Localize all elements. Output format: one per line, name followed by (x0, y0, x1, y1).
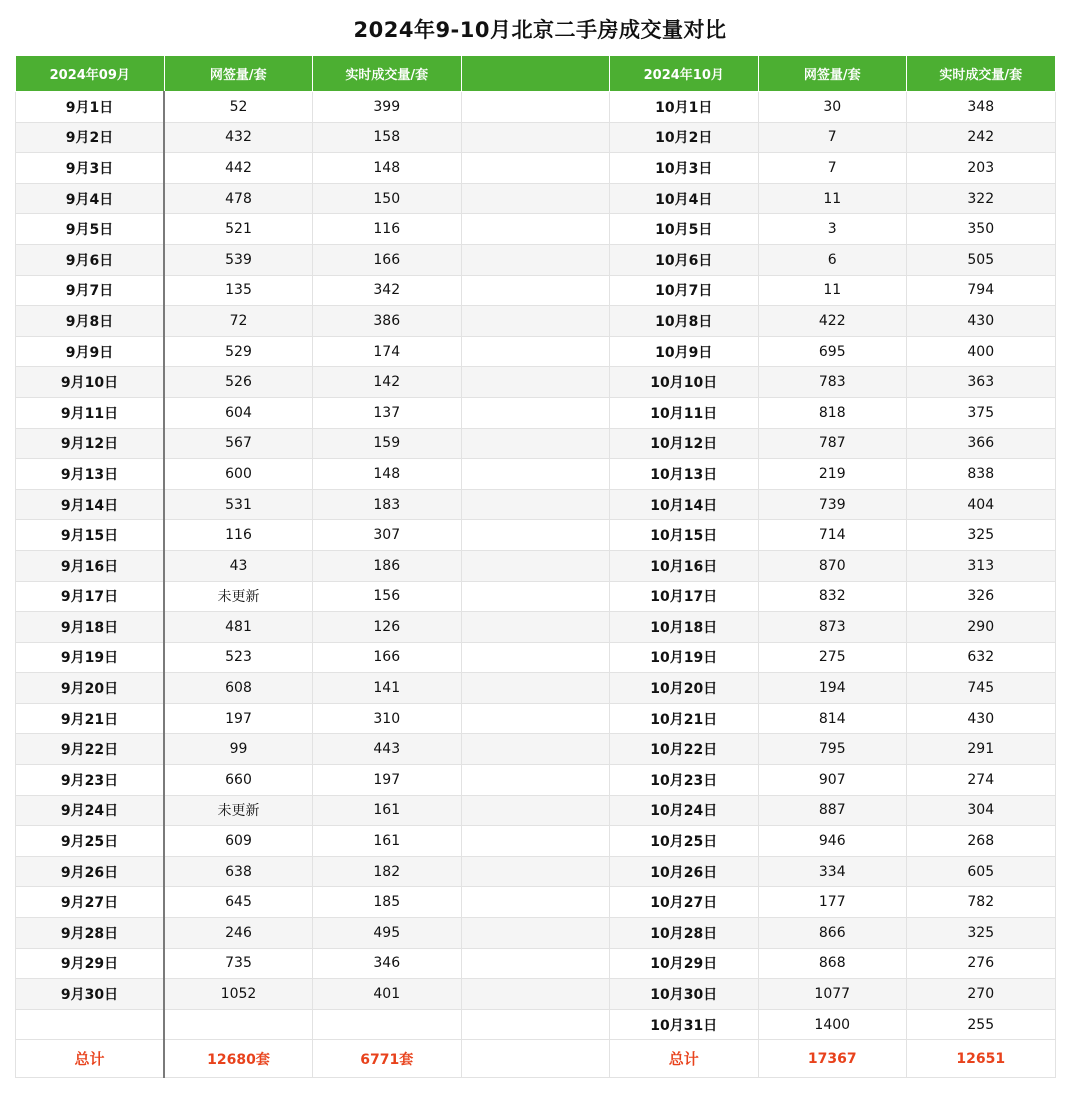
sep-date-cell: 9月7日 (16, 275, 165, 306)
sep-realtime-cell: 186 (313, 550, 462, 581)
header-cell-sep-signed: 网签量/套 (164, 56, 313, 92)
table-row (16, 856, 1056, 887)
sep-signed-cell: 478 (164, 183, 313, 214)
table-row (16, 489, 1056, 520)
oct-realtime-cell: 322 (907, 183, 1056, 214)
oct-date-cell: 10月24日 (610, 795, 759, 826)
header-cell-sep-month: 2024年09月 (16, 56, 165, 92)
spacer-cell (461, 428, 610, 459)
oct-date-cell: 10月20日 (610, 673, 759, 704)
sep-signed-cell: 197 (164, 703, 313, 734)
oct-realtime-cell: 304 (907, 795, 1056, 826)
sep-signed-cell: 52 (164, 92, 313, 123)
oct-date-cell: 10月3日 (610, 153, 759, 184)
table-row (16, 306, 1056, 337)
table-row (16, 1009, 1056, 1040)
oct-realtime-cell: 290 (907, 612, 1056, 643)
totals-row (16, 1040, 1056, 1078)
sep-signed-cell: 660 (164, 765, 313, 796)
oct-signed-cell: 11 (758, 183, 907, 214)
oct-date-cell: 10月5日 (610, 214, 759, 245)
spacer-cell (461, 673, 610, 704)
sep-signed-cell: 600 (164, 459, 313, 490)
oct-signed-cell: 275 (758, 642, 907, 673)
spacer-cell (461, 856, 610, 887)
table-row (16, 612, 1056, 643)
sep-realtime-cell: 148 (313, 153, 462, 184)
oct-date-cell: 10月16日 (610, 550, 759, 581)
oct-date-cell: 10月22日 (610, 734, 759, 765)
sep-date-cell: 9月25日 (16, 826, 165, 857)
table-row (16, 153, 1056, 184)
sep-signed-cell: 116 (164, 520, 313, 551)
oct-date-cell: 10月11日 (610, 397, 759, 428)
oct-signed-cell: 194 (758, 673, 907, 704)
oct-signed-cell: 946 (758, 826, 907, 857)
spacer-cell (461, 642, 610, 673)
oct-realtime-cell: 242 (907, 122, 1056, 153)
sep-realtime-cell: 159 (313, 428, 462, 459)
sep-realtime-cell: 156 (313, 581, 462, 612)
sep-signed-cell: 246 (164, 918, 313, 949)
page-title: 2024年9-10月北京二手房成交量对比 (353, 18, 727, 42)
oct-signed-cell: 832 (758, 581, 907, 612)
oct-signed-cell: 695 (758, 336, 907, 367)
oct-date-cell: 10月26日 (610, 856, 759, 887)
oct-date-cell: 10月9日 (610, 336, 759, 367)
spacer-cell (461, 765, 610, 796)
spacer-cell (461, 581, 610, 612)
header-cell-oct-realtime: 实时成交量/套 (907, 56, 1056, 92)
oct-signed-cell: 787 (758, 428, 907, 459)
oct-realtime-cell: 430 (907, 306, 1056, 337)
sep-realtime-cell: 116 (313, 214, 462, 245)
oct-realtime-cell: 268 (907, 826, 1056, 857)
sep-signed-cell: 608 (164, 673, 313, 704)
sep-signed-cell: 43 (164, 550, 313, 581)
oct-signed-cell: 6 (758, 244, 907, 275)
oct-date-cell: 10月12日 (610, 428, 759, 459)
oct-date-cell: 10月18日 (610, 612, 759, 643)
spacer-cell (461, 459, 610, 490)
oct-signed-cell: 1077 (758, 979, 907, 1010)
sep-signed-cell: 567 (164, 428, 313, 459)
oct-realtime-cell: 326 (907, 581, 1056, 612)
sep-date-cell: 9月10日 (16, 367, 165, 398)
sep-signed-cell: 99 (164, 734, 313, 765)
oct-date-cell: 10月14日 (610, 489, 759, 520)
sep-date-cell: 9月5日 (16, 214, 165, 245)
table-row (16, 979, 1056, 1010)
sep-date-cell: 9月17日 (16, 581, 165, 612)
oct-date-cell: 10月23日 (610, 765, 759, 796)
oct-realtime-cell: 255 (907, 1009, 1056, 1040)
oct-date-cell: 10月7日 (610, 275, 759, 306)
header-cell-spacer (461, 56, 610, 92)
sep-signed-cell: 432 (164, 122, 313, 153)
spacer-cell (461, 795, 610, 826)
sep-realtime-cell: 158 (313, 122, 462, 153)
oct-date-cell: 10月1日 (610, 92, 759, 123)
spacer-cell (461, 489, 610, 520)
spacer-cell (461, 397, 610, 428)
spacer-cell (461, 153, 610, 184)
sep-realtime-cell: 174 (313, 336, 462, 367)
sep-signed-cell: 1052 (164, 979, 313, 1010)
sep-date-cell: 9月28日 (16, 918, 165, 949)
oct-realtime-cell: 348 (907, 92, 1056, 123)
oct-signed-cell: 870 (758, 550, 907, 581)
sep-signed-cell: 未更新 (164, 581, 313, 612)
oct-date-cell: 10月19日 (610, 642, 759, 673)
spacer-cell (461, 520, 610, 551)
header-cell-oct-signed: 网签量/套 (758, 56, 907, 92)
table-row (16, 703, 1056, 734)
sep-signed-cell: 442 (164, 153, 313, 184)
oct-date-cell: 10月31日 (610, 1009, 759, 1040)
sep-signed-cell: 未更新 (164, 795, 313, 826)
sep-date-cell: 9月26日 (16, 856, 165, 887)
spacer-cell (461, 122, 610, 153)
oct-total-label: 总计 (610, 1040, 759, 1078)
oct-signed-cell: 177 (758, 887, 907, 918)
sep-date-cell: 9月19日 (16, 642, 165, 673)
sep-realtime-cell: 150 (313, 183, 462, 214)
oct-date-cell: 10月6日 (610, 244, 759, 275)
sep-date-cell: 9月2日 (16, 122, 165, 153)
oct-signed-cell: 422 (758, 306, 907, 337)
sep-realtime-cell: 183 (313, 489, 462, 520)
oct-signed-cell: 818 (758, 397, 907, 428)
table-row (16, 336, 1056, 367)
oct-realtime-cell: 270 (907, 979, 1056, 1010)
oct-date-cell: 10月30日 (610, 979, 759, 1010)
table-row (16, 428, 1056, 459)
table-row (16, 765, 1056, 796)
oct-realtime-cell: 363 (907, 367, 1056, 398)
sep-realtime-cell: 342 (313, 275, 462, 306)
sep-date-cell: 9月24日 (16, 795, 165, 826)
oct-date-cell: 10月8日 (610, 306, 759, 337)
spacer-cell (461, 244, 610, 275)
table-row (16, 244, 1056, 275)
sep-date-cell: 9月27日 (16, 887, 165, 918)
table-row (16, 520, 1056, 551)
sep-signed-cell: 529 (164, 336, 313, 367)
sep-date-cell: 9月29日 (16, 948, 165, 979)
sep-date-cell: 9月23日 (16, 765, 165, 796)
oct-date-cell: 10月25日 (610, 826, 759, 857)
spacer-cell (461, 275, 610, 306)
spacer-cell (461, 336, 610, 367)
sep-signed-cell: 521 (164, 214, 313, 245)
oct-signed-cell: 714 (758, 520, 907, 551)
oct-realtime-cell: 745 (907, 673, 1056, 704)
oct-date-cell: 10月29日 (610, 948, 759, 979)
sep-date-cell: 9月13日 (16, 459, 165, 490)
oct-signed-cell: 887 (758, 795, 907, 826)
oct-realtime-cell: 838 (907, 459, 1056, 490)
sep-realtime-cell: 197 (313, 765, 462, 796)
oct-realtime-cell: 505 (907, 244, 1056, 275)
sep-signed-cell: 645 (164, 887, 313, 918)
sep-date-cell: 9月9日 (16, 336, 165, 367)
oct-realtime-cell: 605 (907, 856, 1056, 887)
sep-date-cell: 9月15日 (16, 520, 165, 551)
sep-date-cell: 9月12日 (16, 428, 165, 459)
oct-signed-cell: 7 (758, 122, 907, 153)
table-row (16, 214, 1056, 245)
table-row (16, 122, 1056, 153)
oct-date-cell: 10月21日 (610, 703, 759, 734)
sep-date-cell: 9月4日 (16, 183, 165, 214)
table-row (16, 397, 1056, 428)
oct-signed-cell: 795 (758, 734, 907, 765)
sep-date-cell: 9月30日 (16, 979, 165, 1010)
oct-signed-cell: 907 (758, 765, 907, 796)
spacer-cell (461, 887, 610, 918)
sep-realtime-cell (313, 1009, 462, 1040)
sep-realtime-cell: 142 (313, 367, 462, 398)
table-row (16, 275, 1056, 306)
sep-realtime-cell: 185 (313, 887, 462, 918)
oct-signed-cell: 7 (758, 153, 907, 184)
sep-signed-cell: 526 (164, 367, 313, 398)
sep-realtime-cell: 307 (313, 520, 462, 551)
sep-realtime-cell: 386 (313, 306, 462, 337)
sep-realtime-cell: 399 (313, 92, 462, 123)
sep-date-cell: 9月18日 (16, 612, 165, 643)
sep-realtime-cell: 182 (313, 856, 462, 887)
oct-signed-cell: 11 (758, 275, 907, 306)
spacer-cell (461, 214, 610, 245)
oct-realtime-cell: 325 (907, 520, 1056, 551)
spacer-cell (461, 367, 610, 398)
oct-realtime-cell: 274 (907, 765, 1056, 796)
spacer-cell (461, 948, 610, 979)
sep-date-cell: 9月16日 (16, 550, 165, 581)
oct-signed-cell: 866 (758, 918, 907, 949)
transaction-comparison-table (15, 55, 1056, 1078)
table-row (16, 459, 1056, 490)
oct-signed-total: 17367 (758, 1040, 907, 1078)
sep-realtime-cell: 161 (313, 826, 462, 857)
spacer-cell (461, 703, 610, 734)
sep-realtime-cell: 141 (313, 673, 462, 704)
oct-signed-cell: 739 (758, 489, 907, 520)
sep-date-cell: 9月8日 (16, 306, 165, 337)
table-row (16, 550, 1056, 581)
oct-date-cell: 10月28日 (610, 918, 759, 949)
oct-date-cell: 10月27日 (610, 887, 759, 918)
oct-realtime-cell: 632 (907, 642, 1056, 673)
oct-signed-cell: 3 (758, 214, 907, 245)
sep-realtime-total: 6771套 (313, 1040, 462, 1078)
sep-signed-cell: 531 (164, 489, 313, 520)
oct-realtime-cell: 325 (907, 918, 1056, 949)
sep-realtime-cell: 310 (313, 703, 462, 734)
sep-signed-cell: 481 (164, 612, 313, 643)
oct-date-cell: 10月17日 (610, 581, 759, 612)
sep-realtime-cell: 137 (313, 397, 462, 428)
oct-date-cell: 10月15日 (610, 520, 759, 551)
oct-realtime-cell: 366 (907, 428, 1056, 459)
sep-date-cell: 9月11日 (16, 397, 165, 428)
sep-date-cell: 9月14日 (16, 489, 165, 520)
spacer-cell (461, 1040, 610, 1078)
spacer-cell (461, 550, 610, 581)
oct-signed-cell: 30 (758, 92, 907, 123)
sep-realtime-cell: 166 (313, 244, 462, 275)
sep-realtime-cell: 161 (313, 795, 462, 826)
table-row (16, 642, 1056, 673)
oct-realtime-cell: 291 (907, 734, 1056, 765)
table-row (16, 183, 1056, 214)
header-cell-oct-month: 2024年10月 (610, 56, 759, 92)
oct-realtime-cell: 404 (907, 489, 1056, 520)
oct-signed-cell: 1400 (758, 1009, 907, 1040)
oct-realtime-cell: 375 (907, 397, 1056, 428)
sep-signed-cell: 539 (164, 244, 313, 275)
oct-signed-cell: 334 (758, 856, 907, 887)
spacer-cell (461, 734, 610, 765)
oct-realtime-cell: 276 (907, 948, 1056, 979)
sep-realtime-cell: 346 (313, 948, 462, 979)
sep-signed-cell: 523 (164, 642, 313, 673)
sep-date-cell: 9月21日 (16, 703, 165, 734)
sep-total-label: 总计 (16, 1040, 165, 1078)
table-row (16, 826, 1056, 857)
oct-date-cell: 10月2日 (610, 122, 759, 153)
sep-realtime-cell: 495 (313, 918, 462, 949)
oct-realtime-cell: 350 (907, 214, 1056, 245)
oct-realtime-cell: 313 (907, 550, 1056, 581)
oct-date-cell: 10月4日 (610, 183, 759, 214)
table-row (16, 734, 1056, 765)
oct-signed-cell: 873 (758, 612, 907, 643)
sep-signed-cell: 72 (164, 306, 313, 337)
sep-date-cell: 9月1日 (16, 92, 165, 123)
sep-date-cell (16, 1009, 165, 1040)
table-row (16, 673, 1056, 704)
table-row (16, 948, 1056, 979)
oct-realtime-cell: 430 (907, 703, 1056, 734)
spacer-cell (461, 92, 610, 123)
spacer-cell (461, 183, 610, 214)
oct-realtime-cell: 794 (907, 275, 1056, 306)
oct-signed-cell: 814 (758, 703, 907, 734)
oct-realtime-cell: 400 (907, 336, 1056, 367)
table-row (16, 918, 1056, 949)
spacer-cell (461, 918, 610, 949)
sep-date-cell: 9月20日 (16, 673, 165, 704)
spacer-cell (461, 979, 610, 1010)
sep-realtime-cell: 148 (313, 459, 462, 490)
header-row (16, 56, 1056, 92)
table-row (16, 581, 1056, 612)
oct-date-cell: 10月13日 (610, 459, 759, 490)
table-row (16, 795, 1056, 826)
table-row (16, 887, 1056, 918)
sep-date-cell: 9月3日 (16, 153, 165, 184)
sep-date-cell: 9月6日 (16, 244, 165, 275)
oct-realtime-cell: 782 (907, 887, 1056, 918)
oct-signed-cell: 868 (758, 948, 907, 979)
sep-realtime-cell: 166 (313, 642, 462, 673)
spacer-cell (461, 1009, 610, 1040)
spacer-cell (461, 612, 610, 643)
oct-signed-cell: 783 (758, 367, 907, 398)
sep-date-cell: 9月22日 (16, 734, 165, 765)
spacer-cell (461, 306, 610, 337)
oct-date-cell: 10月10日 (610, 367, 759, 398)
sep-realtime-cell: 126 (313, 612, 462, 643)
table-row (16, 92, 1056, 123)
oct-realtime-total: 12651 (907, 1040, 1056, 1078)
sep-signed-total: 12680套 (164, 1040, 313, 1078)
sep-realtime-cell: 443 (313, 734, 462, 765)
sep-signed-cell: 135 (164, 275, 313, 306)
oct-realtime-cell: 203 (907, 153, 1056, 184)
sep-signed-cell: 735 (164, 948, 313, 979)
header-cell-sep-realtime: 实时成交量/套 (313, 56, 462, 92)
oct-signed-cell: 219 (758, 459, 907, 490)
table-row (16, 367, 1056, 398)
sep-signed-cell: 609 (164, 826, 313, 857)
sep-realtime-cell: 401 (313, 979, 462, 1010)
sep-signed-cell: 604 (164, 397, 313, 428)
sep-signed-cell (164, 1009, 313, 1040)
sep-signed-cell: 638 (164, 856, 313, 887)
spacer-cell (461, 826, 610, 857)
